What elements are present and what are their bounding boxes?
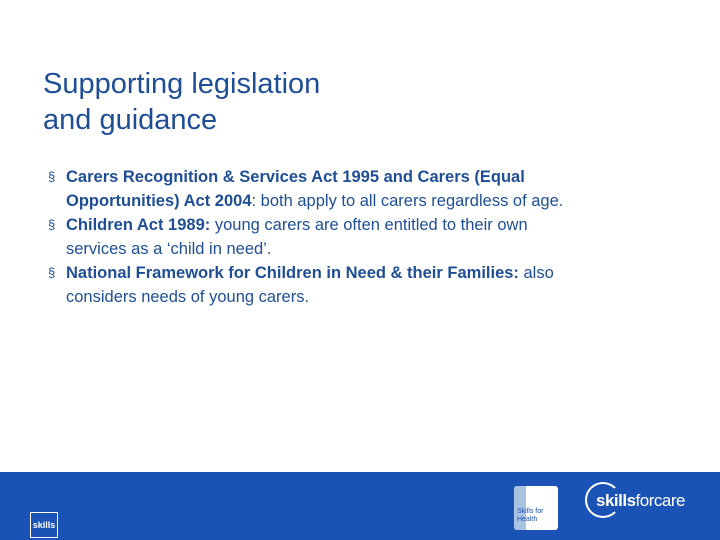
skills-for-care-word-bold: skills	[596, 491, 636, 510]
bullet-text: : both apply to all carers regardless of age.	[251, 192, 564, 210]
bullet-list	[48, 165, 568, 309]
bullet-marker: §	[48, 169, 56, 184]
skills-for-health-logo	[514, 486, 558, 530]
bullet-item	[48, 213, 568, 261]
bullet-bold-text: National Framework for Children in Need & their Families:	[66, 264, 519, 282]
bullet-item	[48, 165, 568, 213]
skills-for-health-logo-text: Skills for Health	[517, 508, 544, 523]
bullet-marker: §	[48, 265, 56, 280]
bullet-text: young carers are often entitled to their own services as a ‘child in need’.	[66, 216, 528, 258]
title-line-1: Supporting legislation	[43, 68, 321, 100]
bullet-bold-text: Carers Recognition & Services Act 1995 and Carers (Equal Opportunities) Act 2004	[66, 168, 525, 210]
bullet-bold-text: Children Act 1989:	[66, 216, 211, 234]
bullet-marker: §	[48, 217, 56, 232]
bullet-text: also considers needs of young carers.	[66, 264, 554, 306]
slide-title	[43, 66, 643, 138]
skills-for-care-wordmark	[596, 491, 685, 511]
title-line-2: and guidance	[43, 104, 218, 136]
skills-logo-small-text: skills	[32, 520, 56, 530]
skills-logo-small	[30, 512, 58, 538]
skills-for-care-logo	[585, 482, 715, 522]
bullet-item	[48, 261, 568, 309]
skills-for-care-word-rest: forcare	[635, 491, 685, 510]
